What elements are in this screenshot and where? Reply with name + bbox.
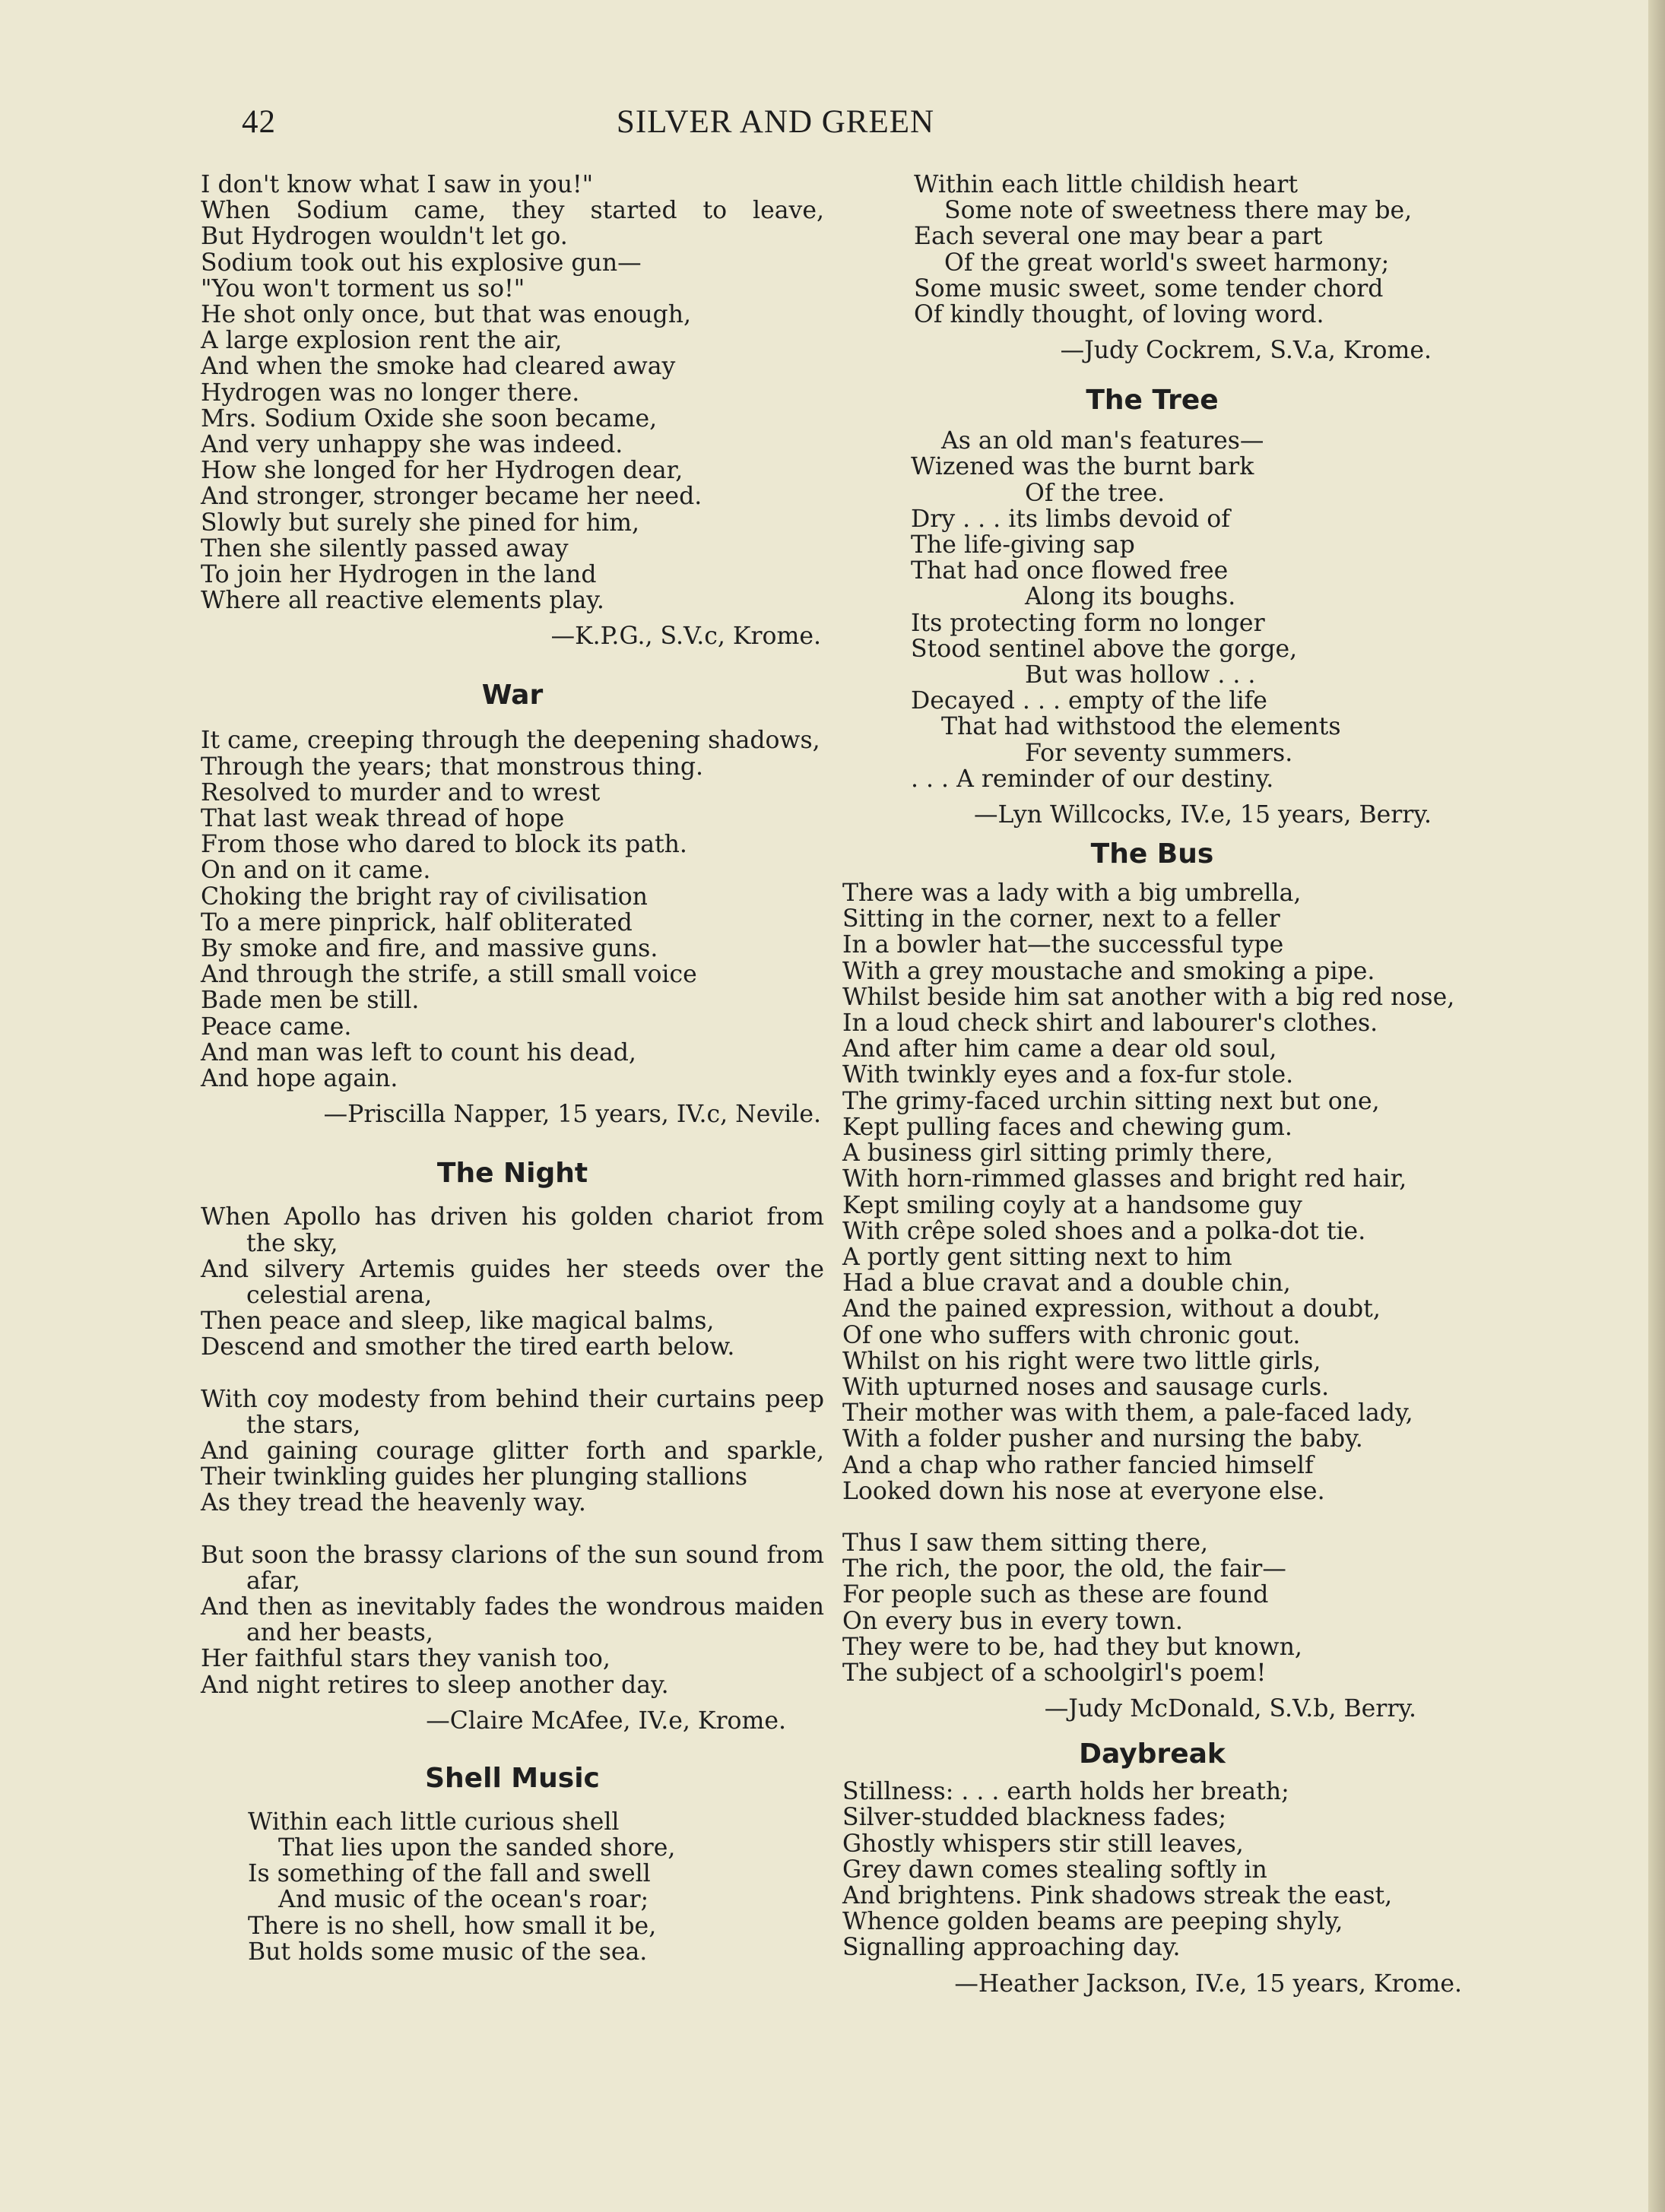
poem-line: Some note of sweetness there may be, bbox=[944, 197, 1413, 225]
poem-line: That lies upon the sanded shore, bbox=[278, 1833, 676, 1862]
poem-shell-music bbox=[201, 1809, 824, 1965]
poem-line: the stars, bbox=[246, 1411, 361, 1439]
poem-line: And very unhappy she was indeed. bbox=[201, 431, 623, 459]
poem-line: "You won't torment us so!" bbox=[201, 274, 525, 303]
poem-line: Sodium took out his explosive gun— bbox=[201, 249, 642, 277]
poem-line: To a mere pinprick, half obliterated bbox=[201, 908, 633, 936]
poem-continued bbox=[201, 172, 824, 613]
poem-line: Where all reactive elements play. bbox=[201, 587, 604, 615]
attribution: —Heather Jackson, IV.e, 15 years, Krome. bbox=[954, 1970, 1462, 1998]
poem-tree bbox=[842, 428, 1462, 792]
poem-line: But soon the brassy clarions of the sun sound from bbox=[201, 1541, 824, 1569]
poem-line: Of one who suffers with chronic gout. bbox=[842, 1321, 1301, 1349]
poem-line: Through the years; that monstrous thing. bbox=[201, 753, 704, 781]
poem-line: And after him came a dear old soul, bbox=[842, 1035, 1277, 1063]
attribution: —Judy Cockrem, S.V.a, Krome. bbox=[1060, 337, 1432, 365]
poem-line: Then peace and sleep, like magical balms, bbox=[201, 1307, 715, 1336]
poem-line: And a chap who rather fancied himself bbox=[842, 1451, 1314, 1479]
poem-line: Ghostly whispers stir still leaves, bbox=[842, 1830, 1244, 1858]
poem-daybreak bbox=[842, 1779, 1462, 1960]
poem-line: With crêpe soled shoes and a polka-dot tie. bbox=[842, 1217, 1366, 1245]
poem-line: Her faithful stars they vanish too, bbox=[201, 1645, 610, 1673]
poem-line: Their twinkling guides her plunging stallions bbox=[201, 1463, 748, 1491]
poem-line: As they tread the heavenly way. bbox=[201, 1489, 586, 1517]
attribution: —Judy McDonald, S.V.b, Berry. bbox=[1044, 1695, 1416, 1723]
poem-line: . . . A reminder of our destiny. bbox=[911, 765, 1274, 793]
poem-line: Then she silently passed away bbox=[201, 534, 569, 563]
right-column bbox=[842, 172, 1462, 1999]
poem-line: And night retires to sleep another day. bbox=[201, 1671, 669, 1699]
poem-line: And when the smoke had cleared away bbox=[201, 353, 676, 381]
poem-line: Their mother was with them, a pale-faced lady, bbox=[842, 1399, 1413, 1428]
poem-line: On and on it came. bbox=[201, 857, 431, 885]
poem-line: That had once flowed free bbox=[911, 557, 1229, 585]
attribution: —Lyn Willcocks, IV.e, 15 years, Berry. bbox=[974, 801, 1432, 829]
poem-line: Resolved to murder and to wrest bbox=[201, 778, 601, 807]
poem-line: Of the great world's sweet harmony; bbox=[944, 249, 1390, 277]
poem-line: celestial arena, bbox=[246, 1281, 433, 1309]
poem-line: Of the tree. bbox=[1025, 479, 1166, 507]
poem-line: In a loud check shirt and labourer's clothes. bbox=[842, 1009, 1378, 1038]
poem-line: But Hydrogen wouldn't let go. bbox=[201, 223, 568, 251]
poem-line: It came, creeping through the deepening shadows, bbox=[201, 727, 820, 755]
poem-line: When Apollo has driven his golden chariot from bbox=[201, 1203, 824, 1231]
poem-line: They were to be, had they but known, bbox=[842, 1633, 1302, 1661]
poem-line: Whence golden beams are peeping shyly, bbox=[842, 1908, 1343, 1936]
poem-line: To join her Hydrogen in the land bbox=[201, 561, 597, 589]
poem-line: Whilst beside him sat another with a big red nose, bbox=[842, 983, 1455, 1011]
poem-line: With horn-rimmed glasses and bright red hair, bbox=[842, 1165, 1407, 1193]
poem-line: and her beasts, bbox=[246, 1619, 433, 1647]
attribution: —K.P.G., S.V.c, Krome. bbox=[550, 623, 821, 651]
poem-line: For seventy summers. bbox=[1025, 739, 1293, 767]
poem-line: A large explosion rent the air, bbox=[201, 327, 563, 355]
poem-war bbox=[201, 727, 824, 1092]
poem-title: The Tree bbox=[1086, 385, 1219, 417]
poem-line: Had a blue cravat and a double chin, bbox=[842, 1269, 1291, 1298]
poem-title: War bbox=[481, 680, 544, 711]
poem-line: With a folder pusher and nursing the baby. bbox=[842, 1425, 1363, 1453]
poem-line: And brightens. Pink shadows streak the east, bbox=[842, 1881, 1393, 1909]
poem-line: And music of the ocean's roar; bbox=[278, 1886, 649, 1914]
poem-line: Thus I saw them sitting there, bbox=[842, 1529, 1209, 1557]
poem-line: Grey dawn comes stealing softly in bbox=[842, 1855, 1267, 1884]
poem-line: The subject of a schoolgirl's poem! bbox=[842, 1659, 1267, 1687]
poem-line: And hope again. bbox=[201, 1065, 398, 1093]
poem-line: A portly gent sitting next to him bbox=[842, 1243, 1232, 1271]
poem-line: How she longed for her Hydrogen dear, bbox=[201, 457, 683, 485]
poem-line: Kept smiling coyly at a handsome guy bbox=[842, 1191, 1302, 1219]
poem-line: But was hollow . . . bbox=[1025, 661, 1256, 689]
page-edge bbox=[1648, 0, 1665, 2212]
poem-line: Stillness: . . . earth holds her breath; bbox=[842, 1778, 1289, 1806]
poem-line: Some music sweet, some tender chord bbox=[914, 274, 1384, 303]
poem-line: The life-giving sap bbox=[911, 531, 1135, 559]
poem-line: Descend and smother the tired earth below. bbox=[201, 1333, 735, 1361]
poem-shell-music-continued bbox=[842, 172, 1462, 328]
poem-line: He shot only once, but that was enough, bbox=[201, 301, 691, 329]
poem-line: The grimy-faced urchin sitting next but one, bbox=[842, 1087, 1380, 1115]
poem-line: And through the strife, a still small voice bbox=[201, 961, 697, 989]
poem-line: Choking the bright ray of civilisation bbox=[201, 883, 648, 911]
poem-line: I don't know what I saw in you!" bbox=[201, 171, 594, 198]
poem-line: From those who dared to block its path. bbox=[201, 831, 687, 859]
attribution: —Priscilla Napper, 15 years, IV.c, Nevile. bbox=[323, 1101, 821, 1129]
poem-title: The Night bbox=[436, 1158, 588, 1190]
poem-line: Within each little curious shell bbox=[248, 1808, 620, 1836]
poem-line: Looked down his nose at everyone else. bbox=[842, 1477, 1325, 1505]
poem-line: There is no shell, how small it be, bbox=[248, 1912, 657, 1940]
stanza-break bbox=[201, 1516, 824, 1542]
poem-line: With upturned noses and sausage curls. bbox=[842, 1373, 1330, 1401]
stanza-break bbox=[842, 1504, 1462, 1530]
poem-line: On every bus in every town. bbox=[842, 1607, 1183, 1635]
poem-line: Signalling approaching day. bbox=[842, 1934, 1181, 1962]
poem-line: And man was left to count his dead, bbox=[201, 1038, 636, 1066]
poem-line: That last weak thread of hope bbox=[201, 805, 565, 833]
poem-line: Kept pulling faces and chewing gum. bbox=[842, 1113, 1292, 1141]
poem-line: the sky, bbox=[246, 1229, 338, 1257]
poem-title: Shell Music bbox=[425, 1762, 600, 1794]
poem-line: Wizened was the burnt bark bbox=[911, 453, 1254, 481]
poem-line: A business girl sitting primly there, bbox=[842, 1139, 1273, 1168]
stanza-break bbox=[201, 1361, 824, 1386]
poem-line: Mrs. Sodium Oxide she soon became, bbox=[201, 404, 658, 433]
poem-line: Sitting in the corner, next to a feller bbox=[842, 905, 1280, 933]
poem-line: When Sodium came, they started to leave, bbox=[201, 197, 824, 225]
poem-line: Whilst on his right were two little girls, bbox=[842, 1347, 1321, 1375]
poem-line: Hydrogen was no longer there. bbox=[201, 379, 580, 407]
poem-line: And gaining courage glitter forth and sparkle, bbox=[201, 1437, 824, 1465]
running-head bbox=[0, 103, 1665, 149]
poem-line: The rich, the poor, the old, the fair— bbox=[842, 1555, 1286, 1583]
poem-line: And then as inevitably fades the wondrous maiden bbox=[201, 1592, 824, 1621]
poem-line: As an old man's features— bbox=[941, 427, 1264, 455]
poem-line: Decayed . . . empty of the life bbox=[911, 687, 1267, 715]
page-title: SILVER AND GREEN bbox=[616, 104, 935, 140]
poem-line: There was a lady with a big umbrella, bbox=[842, 879, 1302, 908]
poem-line: Within each little childish heart bbox=[914, 171, 1298, 198]
poem-title: The Bus bbox=[1090, 838, 1214, 870]
poem-title: Daybreak bbox=[1079, 1738, 1226, 1770]
poem-line: Is something of the fall and swell bbox=[248, 1860, 651, 1888]
poem-line: With coy modesty from behind their curtains peep bbox=[201, 1385, 824, 1413]
poem-line: With a grey moustache and smoking a pipe. bbox=[842, 957, 1375, 985]
poem-line: With twinkly eyes and a fox-fur stole. bbox=[842, 1061, 1294, 1089]
poem-line: afar, bbox=[246, 1567, 300, 1595]
poem-line: Of kindly thought, of loving word. bbox=[914, 301, 1324, 329]
poem-line: And silvery Artemis guides her steeds over the bbox=[201, 1255, 824, 1283]
poem-bus bbox=[842, 880, 1462, 1686]
poem-line: That had withstood the elements bbox=[941, 713, 1341, 741]
poem-line: Dry . . . its limbs devoid of bbox=[911, 505, 1230, 533]
poem-line: Peace came. bbox=[201, 1013, 352, 1041]
poem-line: For people such as these are found bbox=[842, 1581, 1269, 1609]
poem-line: In a bowler hat—the successful type bbox=[842, 931, 1284, 959]
attribution: —Claire McAfee, IV.e, Krome. bbox=[426, 1707, 786, 1735]
left-column bbox=[201, 172, 824, 1965]
poem-line: Stood sentinel above the gorge, bbox=[911, 635, 1298, 663]
poem-line: Along its boughs. bbox=[1025, 583, 1236, 611]
poem-night bbox=[201, 1204, 824, 1697]
poem-line: And stronger, stronger became her need. bbox=[201, 483, 702, 511]
poem-line: But holds some music of the sea. bbox=[248, 1938, 648, 1966]
poem-line: And the pained expression, without a doubt, bbox=[842, 1295, 1381, 1323]
poem-line: Bade men be still. bbox=[201, 987, 420, 1015]
page-number: 42 bbox=[242, 104, 276, 140]
poem-line: Silver-studded blackness fades; bbox=[842, 1804, 1227, 1832]
poem-line: By smoke and fire, and massive guns. bbox=[201, 935, 658, 963]
poem-line: Slowly but surely she pined for him, bbox=[201, 509, 640, 537]
poem-line: Its protecting form no longer bbox=[911, 609, 1265, 637]
poem-line: Each several one may bear a part bbox=[914, 223, 1323, 251]
